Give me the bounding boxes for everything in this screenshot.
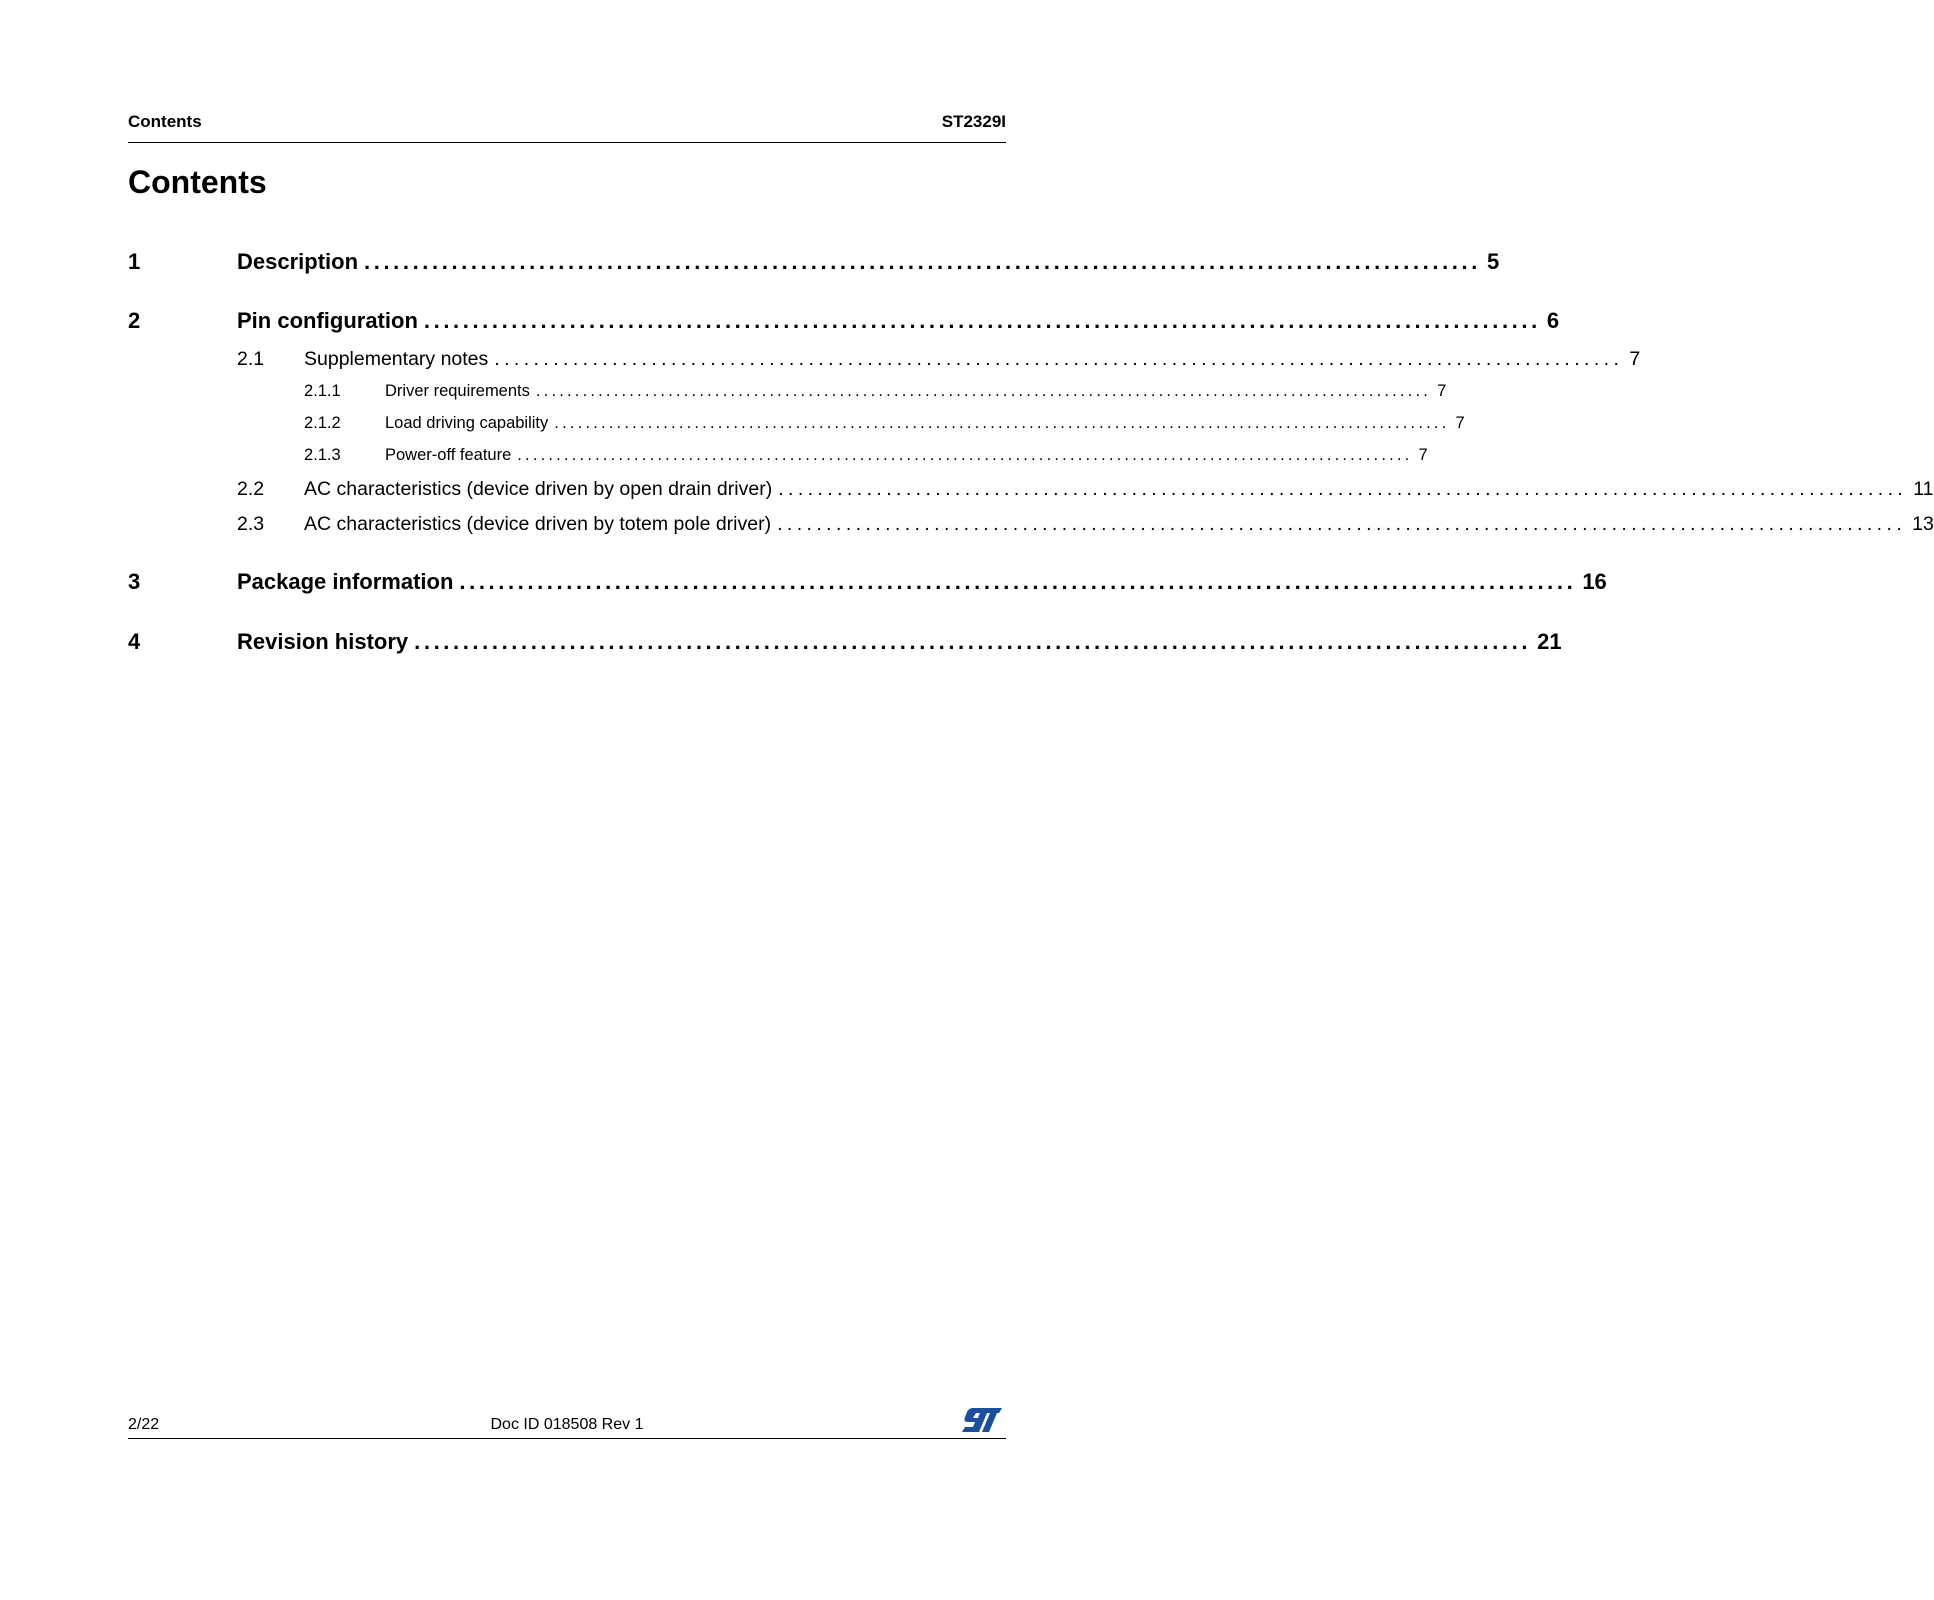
toc-entry-label: AC characteristics (device driven by totem pole driver) (304, 513, 772, 535)
header-section-title: Contents (128, 112, 202, 131)
toc-entry-number: 4 (128, 629, 141, 654)
footer-doc-id: Doc ID 018508 Rev 1 (490, 1416, 644, 1433)
toc-entry-number: 2 (128, 308, 141, 333)
toc-entry-supplementary-notes[interactable] (128, 348, 1641, 374)
toc-entry-number: 1 (128, 249, 141, 274)
toc-entry-number: 2.3 (237, 513, 265, 535)
toc-entry-page: 13 (1912, 513, 1934, 535)
dot-leader: ................................................................................................................... (494, 348, 1624, 370)
page-header (128, 110, 1006, 143)
dot-leader: ................................................................................................................... (517, 446, 1413, 464)
toc-entry-label: Driver requirements (385, 382, 530, 400)
toc-entry-revision-history[interactable] (128, 629, 1562, 659)
toc-entry-ac-totem-pole[interactable] (128, 513, 1934, 539)
toc-entry-label: AC characteristics (device driven by open drain driver) (304, 478, 773, 500)
dot-leader: ................................................................................................................... (554, 414, 1450, 432)
toc-entry-page: 7 (1437, 382, 1447, 400)
toc-entry-description[interactable] (128, 249, 1500, 279)
toc-entry-pin-configuration[interactable] (128, 308, 1560, 338)
page-title: Contents (128, 164, 267, 200)
toc-entry-label: Pin configuration (237, 308, 418, 333)
toc-entry-driver-requirements[interactable] (128, 382, 1447, 404)
toc-entry-label: Package information (237, 569, 454, 594)
toc-entry-page: 6 (1546, 308, 1560, 333)
toc-entry-load-driving-capability[interactable] (128, 414, 1465, 436)
toc-entry-number: 2.1 (237, 348, 265, 370)
toc-entry-page: 11 (1913, 478, 1934, 500)
toc-entry-label: Revision history (237, 629, 409, 654)
toc-entry-page: 7 (1629, 348, 1641, 370)
toc-entry-page: 7 (1455, 414, 1465, 432)
toc-entry-page: 5 (1486, 249, 1500, 274)
toc-entry-package-information[interactable] (128, 569, 1607, 599)
toc-entry-ac-open-drain[interactable] (128, 478, 1934, 504)
dot-leader: ................................................................................................................... (364, 249, 1481, 274)
dot-leader: ................................................................................................................... (535, 382, 1432, 400)
toc-entry-label: Load driving capability (385, 414, 549, 432)
toc-entry-page: 21 (1537, 629, 1562, 654)
toc-entry-number: 2.2 (237, 478, 265, 500)
footer-page-number: 2/22 (128, 1416, 160, 1433)
toc-entry-number: 2.1.3 (304, 446, 341, 464)
toc-entry-number: 2.1.1 (304, 382, 341, 400)
toc-entry-label: Supplementary notes (304, 348, 489, 370)
dot-leader: ................................................................................................................... (777, 513, 1907, 535)
page-footer (128, 1410, 1006, 1439)
toc-entry-number: 2.1.2 (304, 414, 341, 432)
toc-entry-number: 3 (128, 569, 141, 594)
header-part-number: ST2329I (941, 112, 1006, 131)
toc-entry-label: Power-off feature (385, 446, 512, 464)
toc-entry-page: 7 (1418, 446, 1428, 464)
st-logo-icon (960, 1406, 1004, 1434)
toc-entry-power-off-feature[interactable] (128, 446, 1428, 468)
dot-leader: ................................................................................................................... (423, 308, 1541, 333)
toc-entry-label: Description (237, 249, 359, 274)
dot-leader: ................................................................................................................... (414, 629, 1532, 654)
dot-leader: ................................................................................................................... (459, 569, 1577, 594)
toc-entry-page: 16 (1582, 569, 1607, 594)
dot-leader: ................................................................................................................... (778, 478, 1908, 500)
